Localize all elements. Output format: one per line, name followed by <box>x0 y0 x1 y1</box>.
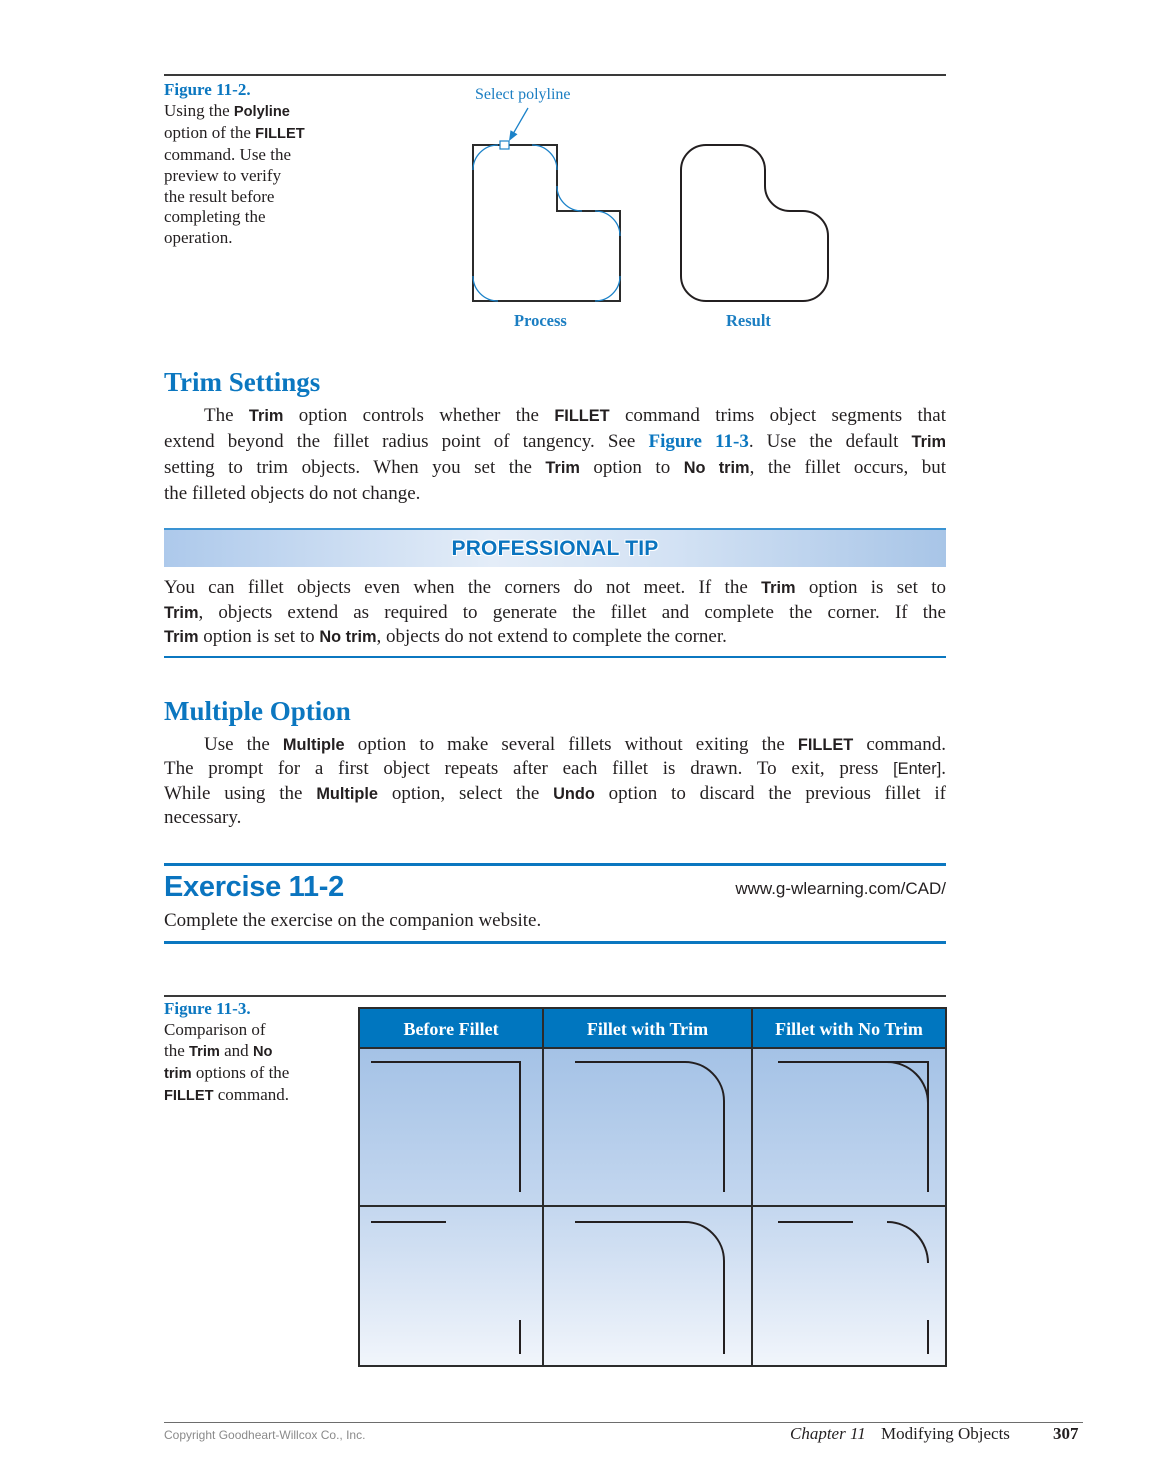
figure-11-3-caption <box>164 999 339 1107</box>
chapter-title: Modifying Objects <box>881 1424 1010 1443</box>
text-line: While using the Multiple option, select the Undo option to discard the previous fillet if <box>164 782 946 804</box>
header-fillet-with-trim: Fillet with Trim <box>543 1008 752 1048</box>
caption-line: Comparison of <box>164 1019 266 1039</box>
select-polyline-callout: Select polyline <box>475 86 571 103</box>
professional-tip-text <box>164 576 946 650</box>
professional-tip-title: PROFESSIONAL TIP <box>451 537 659 560</box>
text-line: Use the Multiple option to make several fillets without exiting the FILLET command. <box>204 734 946 755</box>
fillet-preview-arcs <box>473 145 620 301</box>
figure-11-3-top-rule <box>164 995 946 997</box>
callout-arrow-icon <box>509 108 528 141</box>
caption-line: option of the FILLET <box>164 122 305 142</box>
figure-label: Figure 11-2. <box>164 80 251 99</box>
figure-11-3-link[interactable]: Figure 11-3 <box>648 431 749 452</box>
exercise-text: Complete the exercise on the companion website. <box>164 910 542 931</box>
page-number: 307 <box>1053 1424 1079 1443</box>
caption-line: FILLET command. <box>164 1084 290 1104</box>
fillet-drawings <box>371 1062 928 1354</box>
pick-box-icon <box>500 141 509 149</box>
caption-line: the Trim and No <box>164 1040 273 1060</box>
copyright: Copyright Goodheart-Willcox Co., Inc. <box>164 1428 366 1442</box>
caption-line: preview to verify <box>164 165 282 185</box>
trim-settings-heading: Trim Settings <box>164 367 321 397</box>
trim-fillet-corner-1 <box>575 1062 724 1192</box>
result-shape <box>681 145 828 301</box>
text-line: setting to trim objects. When you set the Trim option to No trim, the fillet occurs, but <box>164 457 946 478</box>
text-line: the filleted objects do not change. <box>164 483 421 504</box>
exercise-url-link[interactable]: www.g-wlearning.com/CAD/ <box>735 879 946 898</box>
header-before-fillet: Before Fillet <box>359 1008 543 1048</box>
trim-settings-paragraph <box>164 403 946 506</box>
no-trim-fillet-corner-1 <box>778 1062 928 1192</box>
header-fillet-with-no-trim: Fillet with No Trim <box>752 1008 946 1048</box>
caption-line: operation. <box>164 228 233 248</box>
trim-fillet-corner-2 <box>575 1222 724 1354</box>
before-fillet-corner-2 <box>371 1222 520 1354</box>
before-fillet-corner-1 <box>371 1062 520 1192</box>
exercise-top-rule <box>164 863 946 866</box>
multiple-option-heading: Multiple Option <box>164 696 351 726</box>
caption-line: trim options of the <box>164 1062 290 1082</box>
exercise-title: Exercise 11-2 <box>164 871 344 903</box>
text-line: extend beyond the fillet radius point of tangency. See Figure 11-3. Use the default Trim <box>164 431 946 452</box>
professional-tip-bottom-rule <box>164 656 946 658</box>
figure-11-2-caption <box>164 80 339 249</box>
table-grid-and-drawings <box>357 1006 948 1368</box>
text-line: The Trim option controls whether the FILLET command trims object segments that <box>204 405 946 426</box>
result-label: Result <box>726 311 771 330</box>
process-label: Process <box>514 311 567 330</box>
multiple-option-paragraph <box>164 733 946 831</box>
text-line: Trim option is set to No trim, objects do not extend to complete the corner. <box>164 626 727 647</box>
exercise-bottom-rule <box>164 941 946 944</box>
figure-11-2-top-rule <box>164 74 946 76</box>
text-line: Trim, objects extend as required to generate the fillet and complete the corner. If the <box>164 601 946 623</box>
enter-key: [Enter] <box>893 760 942 779</box>
chapter-number: Chapter 11 <box>790 1424 866 1443</box>
caption-line: the result before <box>164 186 275 206</box>
figure-label: Figure 11-3. <box>164 999 251 1018</box>
no-trim-fillet-corner-2 <box>778 1222 928 1354</box>
text-line: necessary. <box>164 807 242 829</box>
caption-line: Using the Polyline <box>164 100 290 120</box>
professional-tip-banner <box>164 528 946 567</box>
text-line: You can fillet objects even when the corners do not meet. If the Trim option is set to <box>164 577 946 598</box>
caption-line: command. Use the <box>164 144 291 164</box>
text-line: The prompt for a first object repeats after each fillet is drawn. To exit, press [Enter]. <box>164 758 946 780</box>
process-shape <box>473 141 620 301</box>
caption-line: completing the <box>164 207 266 227</box>
figure-11-2-drawing <box>440 80 860 320</box>
